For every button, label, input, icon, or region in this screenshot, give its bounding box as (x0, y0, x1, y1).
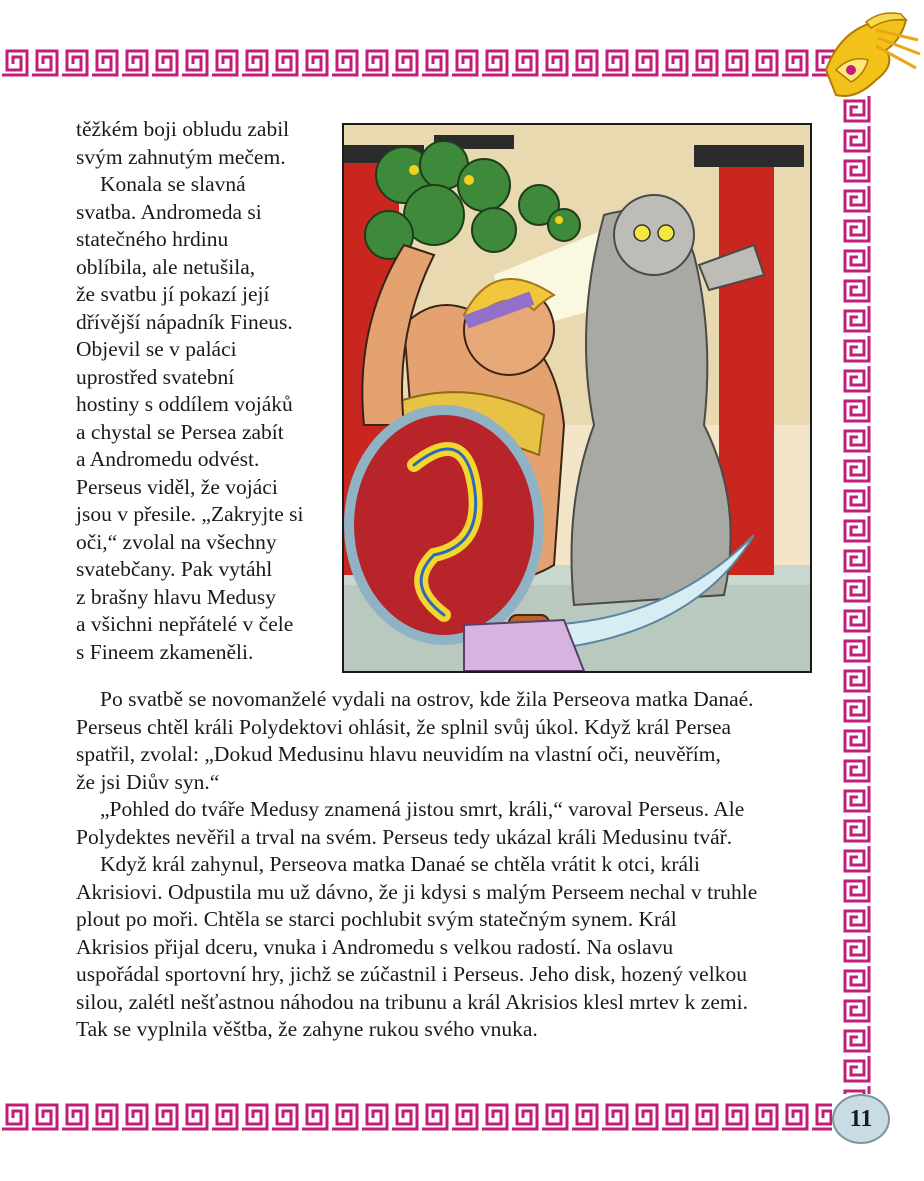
text-line: s Fineem zkameněli. (76, 639, 254, 664)
text-line: plout po moři. Chtěla se starci pochlubit svým statečným synem. Král (76, 907, 677, 931)
text-line: dřívější nápadník Fineus. (76, 309, 293, 334)
intro-column-text (76, 116, 336, 666)
paragraph (76, 796, 836, 851)
text-line: spatřil, zvolal: „Dokud Medusinu hlavu neuvidím na vlastní oči, neuvěřím, (76, 742, 721, 766)
perseus-medusa-illustration (342, 123, 812, 673)
golden-helmet-icon (806, 10, 924, 110)
text-line: a chystal se Persea zabít (76, 419, 284, 444)
page-number-badge (832, 1094, 890, 1144)
text-line: těžkém boji obludu zabil (76, 117, 290, 141)
paragraph (76, 851, 836, 1044)
text-line: oči,“ zvolal na všechny (76, 529, 277, 554)
text-line: Perseus viděl, že vojáci (76, 474, 278, 499)
text-line: statečného hrdinu (76, 227, 229, 251)
text-line: svatebčany. Pak vytáhl (76, 557, 273, 581)
text-line: hostiny s oddílem vojáků (76, 392, 293, 416)
text-line: jsou v přesile. „Zakryjte si (76, 502, 304, 526)
greek-key-border-top (0, 48, 842, 78)
text-line: Akrisios přijal dceru, vnuka i Andromedu s velkou radostí. Na oslavu (76, 934, 674, 959)
paragraph (76, 171, 336, 666)
text-line: z brašny hlavu Medusy (76, 584, 277, 609)
text-line: a Andromedu odvést. (76, 447, 260, 471)
text-line: že jsi Diův syn.“ (76, 769, 220, 794)
text-line: Perseus chtěl králi Polydektovi ohlásit, že splnil svůj úkol. Když král Persea (76, 714, 732, 739)
text-line: Akrisiovi. Odpustila mu už dávno, že ji kdysi s malým Perseem nechal v truhle (76, 879, 758, 904)
story-body-text (76, 686, 836, 1044)
text-line: oblíbila, ale netušila, (76, 254, 256, 279)
text-line: „Pohled do tváře Medusy znamená jistou smrt, králi,“ varoval Perseus. Ale (100, 797, 745, 821)
text-line: Když král zahynul, Perseova matka Danaé se chtěla vrátit k otci, králi (100, 852, 700, 876)
text-line: Objevil se v paláci (76, 337, 237, 361)
text-line: uprostřed svatební (76, 364, 235, 389)
text-line: Tak se vyplnila věštba, že zahyne rukou svého vnuka. (76, 1017, 538, 1041)
text-line: svatba. Andromeda si (76, 199, 262, 224)
greek-key-border-bottom (0, 1102, 832, 1132)
text-line: svým zahnutým mečem. (76, 144, 286, 169)
text-line: Konala se slavná (100, 172, 246, 196)
text-line: že svatbu jí pokazí její (76, 282, 270, 306)
text-line: a všichni nepřátelé v čele (76, 612, 294, 636)
text-line: Po svatbě se novomanželé vydali na ostrov, kde žila Perseova matka Danaé. (100, 687, 754, 711)
paragraph (76, 116, 336, 171)
page-number: 11 (849, 1105, 873, 1132)
text-line: Polydektes nevěřil a trval na svém. Perseus tedy ukázal králi Medusinu tvář. (76, 824, 733, 849)
paragraph (76, 686, 836, 796)
text-line: silou, zalétl nešťastnou náhodou na tribunu a král Akrisios klesl mrtev k zemi. (76, 989, 748, 1014)
greek-key-border-right (842, 94, 872, 1094)
text-line: uspořádal sportovní hry, jichž se zúčastnil i Perseus. Jeho disk, hozený velkou (76, 962, 747, 986)
